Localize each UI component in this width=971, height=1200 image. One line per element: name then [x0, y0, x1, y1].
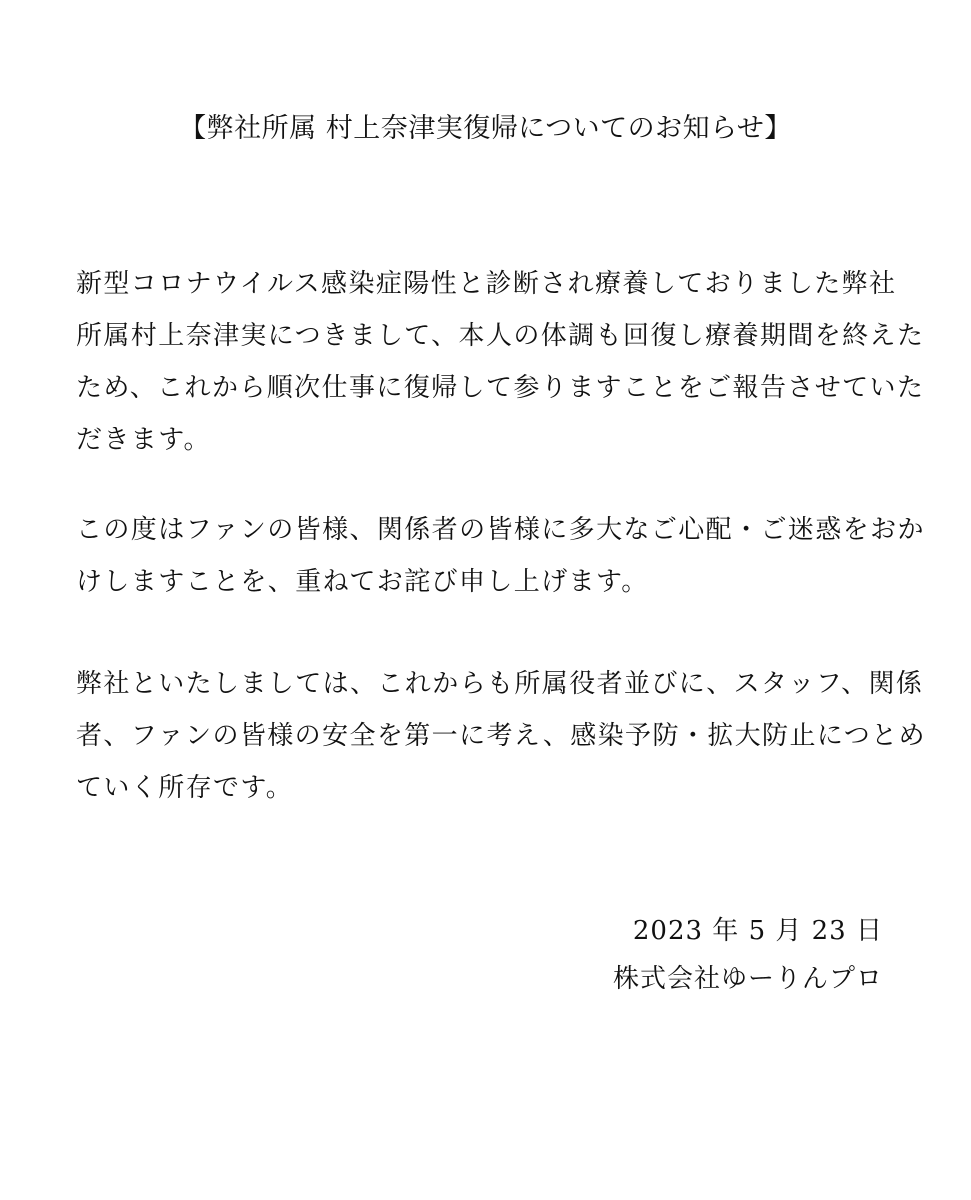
- paragraph-line: 者、ファンの皆様の安全を第一に考え、感染予防・拡大防止につとめ: [76, 721, 926, 751]
- company-name: 株式会社ゆーりんプロ: [612, 964, 883, 994]
- paragraph-line: 所属村上奈津実につきまして、本人の体調も回復し療養期間を終えた: [76, 321, 925, 351]
- paragraph-apology: [76, 504, 925, 608]
- paragraph-line: だきます。: [76, 425, 211, 455]
- notice-date: 2023 年 5 月 23 日: [632, 916, 883, 946]
- paragraph-line: この度はファンの皆様、関係者の皆様に多大なご心配・ご迷惑をおか: [76, 515, 925, 545]
- paragraph-recovery-report: [76, 258, 925, 466]
- paragraph-line: ていく所存です。: [76, 773, 294, 803]
- paragraph-line: 新型コロナウイルス感染症陽性と診断され療養しておりました弊社: [76, 269, 897, 299]
- paragraph-line: ため、これから順次仕事に復帰して参りますことをご報告させていた: [76, 373, 925, 403]
- paragraph-safety-policy: [76, 658, 926, 814]
- notice-title: 【弊社所属 村上奈津実復帰についてのお知らせ】: [179, 113, 792, 144]
- paragraph-line: けしますことを、重ねてお詫び申し上げます。: [76, 567, 649, 597]
- paragraph-line: 弊社といたしましては、これからも所属役者並びに、スタッフ、関係: [76, 669, 924, 699]
